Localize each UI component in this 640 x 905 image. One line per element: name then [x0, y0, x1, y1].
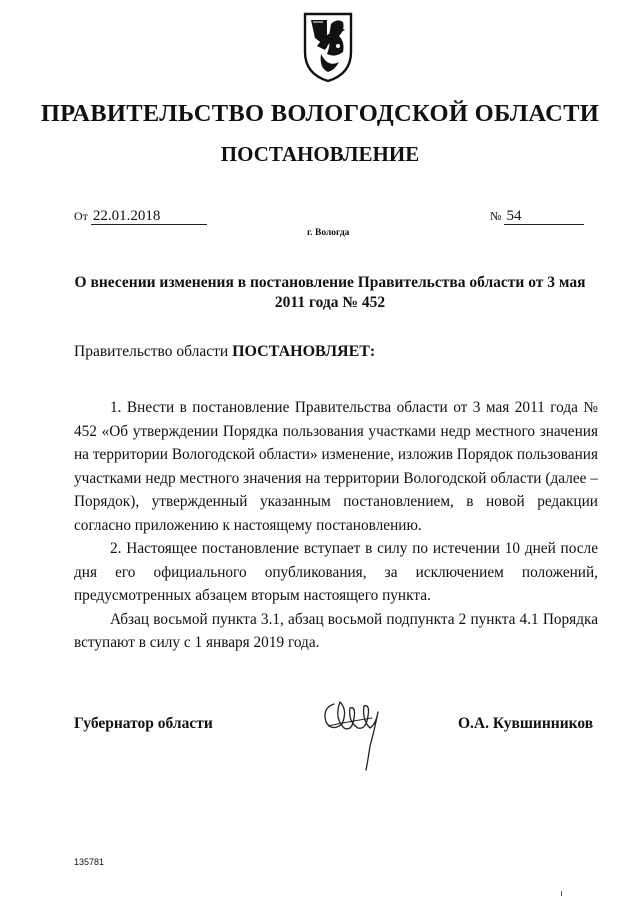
preamble-text: Правительство области	[74, 343, 233, 360]
document-subject	[70, 273, 590, 313]
document-number	[490, 208, 584, 225]
date-label: От	[74, 209, 88, 223]
handwritten-signature-icon	[320, 688, 382, 772]
signer-name: О.А. Кувшинников	[458, 715, 594, 732]
paragraph-3: Абзац восьмой пункта 3.1, абзац восьмой подпункта 2 пункта 4.1 Порядка вступают в силу с 1 января 2019 года.	[74, 610, 598, 651]
government-title: ПРАВИТЕЛЬСТВО ВОЛОГОДСКОЙ ОБЛАСТИ	[40, 100, 600, 127]
vologda-coat-of-arms-icon	[301, 8, 355, 84]
subject-line-2: 2011 года № 452	[274, 294, 386, 311]
document-type: ПОСТАНОВЛЕНИЕ	[220, 142, 420, 166]
city-label: г. Вологда	[307, 228, 350, 238]
preamble-bold: ПОСТАНОВЛЯЕТ:	[232, 343, 376, 360]
number-label: №	[490, 209, 502, 223]
signer-position: Губернатор области	[74, 715, 213, 732]
subject-line-1: О внесении изменения в постановление Правительства области от 3 мая	[74, 274, 586, 291]
document-id: 135781	[74, 857, 105, 867]
document-date	[74, 208, 207, 225]
preamble	[74, 343, 375, 361]
date-value: 22.01.2018	[91, 208, 207, 225]
paragraph-1: 1. Внести в постановление Правительства области от 3 мая 2011 года № 452 «Об утверждении Порядка пользования участками недр местного значения на территории Вологодской области» изменение, изложив Порядок пользования участками недр местного значения на территории Вологодской области (далее – Порядок), утвержденный указанным постановлением, в новой редакции согласно приложению к настоящему постановлению.	[74, 399, 598, 534]
paragraph-2: 2. Настоящее постановление вступает в силу по истечении 10 дней после дня его официального опубликования, за исключением положений, предусмотренных абзацем вторым настоящего пункта.	[74, 540, 598, 604]
document-body	[74, 396, 598, 655]
scan-mark	[560, 891, 563, 896]
number-value: 54	[504, 208, 584, 225]
